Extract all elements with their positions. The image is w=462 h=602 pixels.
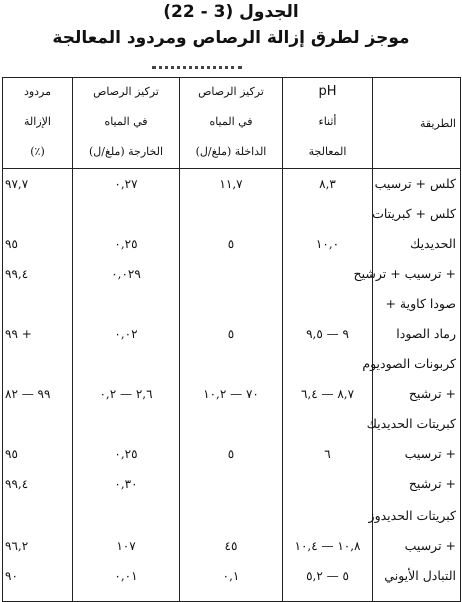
cell-removal: ٩٩,٤ [3,259,73,289]
table-caption-title: موجز لطرق إزالة الرصاص ومردود المعالجة [52,28,410,48]
table-row [3,289,461,349]
header-method: الطريقة [373,78,461,169]
table-row [3,501,461,561]
cell-removal: ٩٦,٢ [3,501,73,561]
cell-method: كلس + ترسيب [373,169,461,200]
cell-method: كلس + كبريتات الحديديك [373,199,461,259]
cell-method: صودا كاوية + رماد الصودا [373,289,461,349]
cell-inlet: ٥ [180,199,283,259]
cell-outlet: ٠,٢٧ [73,169,180,200]
table-row [3,349,461,409]
table-row [3,199,461,259]
table-row [3,169,461,200]
cell-ph [283,469,373,501]
cell-outlet: ٠,٢٥ [73,199,180,259]
table-row [3,259,461,289]
cell-ph: ٨,٣ [283,169,373,200]
cell-ph: ٩ — ٩,٥ [283,289,373,349]
cell-outlet: ٠,٢٥ [73,409,180,469]
cell-removal: ٩٩,٤ [3,469,73,501]
cell-method: كبريتات الحديدوز + ترسيب [373,501,461,561]
header-inlet-concentration: تركيز الرصاص في المياه الداخلة (ملغ/ل) [180,78,283,169]
cell-ph: ١٠,٨ — ١٠,٤ [283,501,373,561]
cell-outlet: ١٠٧ [73,501,180,561]
lead-removal-table [2,77,461,602]
cell-method: كربونات الصوديوم + ترشيح [373,349,461,409]
header-ph: pH أثناء المعالجة [283,78,373,169]
cell-method: + ترشيح [373,469,461,501]
cell-outlet: ٠,٠١ [73,561,180,601]
table-row [3,469,461,501]
table-row [3,561,461,601]
cell-inlet: ٥ [180,289,283,349]
cell-removal: ٩٥ [3,409,73,469]
header-removal-efficiency: مردود الإزالة (٪) [3,78,73,169]
cell-removal: ٩٧,٧ [3,169,73,200]
cell-inlet: ٤٥ [180,501,283,561]
cell-method: + ترسيب + ترشيح [373,259,461,289]
cell-inlet: ٠,١ [180,561,283,601]
cell-ph: ٥ — ٥,٢ [283,561,373,601]
cell-method: التبادل الأيوني [373,561,461,601]
cell-inlet: ٧٠ — ١٠,٢ [180,349,283,409]
cell-outlet: ٠,٠٢ [73,289,180,349]
table-header-row [3,78,461,169]
cell-removal: ٩٥ [3,199,73,259]
cell-removal: + ٩٩ [3,289,73,349]
cell-inlet [180,259,283,289]
decorative-dashes [152,66,242,69]
cell-inlet: ٥ [180,409,283,469]
header-outlet-concentration: تركيز الرصاص في المياه الخارجة (ملغ/ل) [73,78,180,169]
cell-inlet [180,469,283,501]
table-row [3,409,461,469]
table-caption-number: الجدول (3 - 22) [163,2,299,22]
cell-ph: ٦ [283,409,373,469]
cell-removal: ٩٠ [3,561,73,601]
cell-ph: ١٠,٠ [283,199,373,259]
cell-method: كبريتات الحديديك + ترسيب [373,409,461,469]
cell-outlet: ٢,٦ — ٠,٢ [73,349,180,409]
cell-outlet: ٠,٣٠ [73,469,180,501]
cell-removal: ٩٩ — ٨٢ [3,349,73,409]
cell-ph: ٨,٧ — ٦,٤ [283,349,373,409]
cell-outlet: ٠,٠٢٩ [73,259,180,289]
cell-inlet: ١١,٧ [180,169,283,200]
